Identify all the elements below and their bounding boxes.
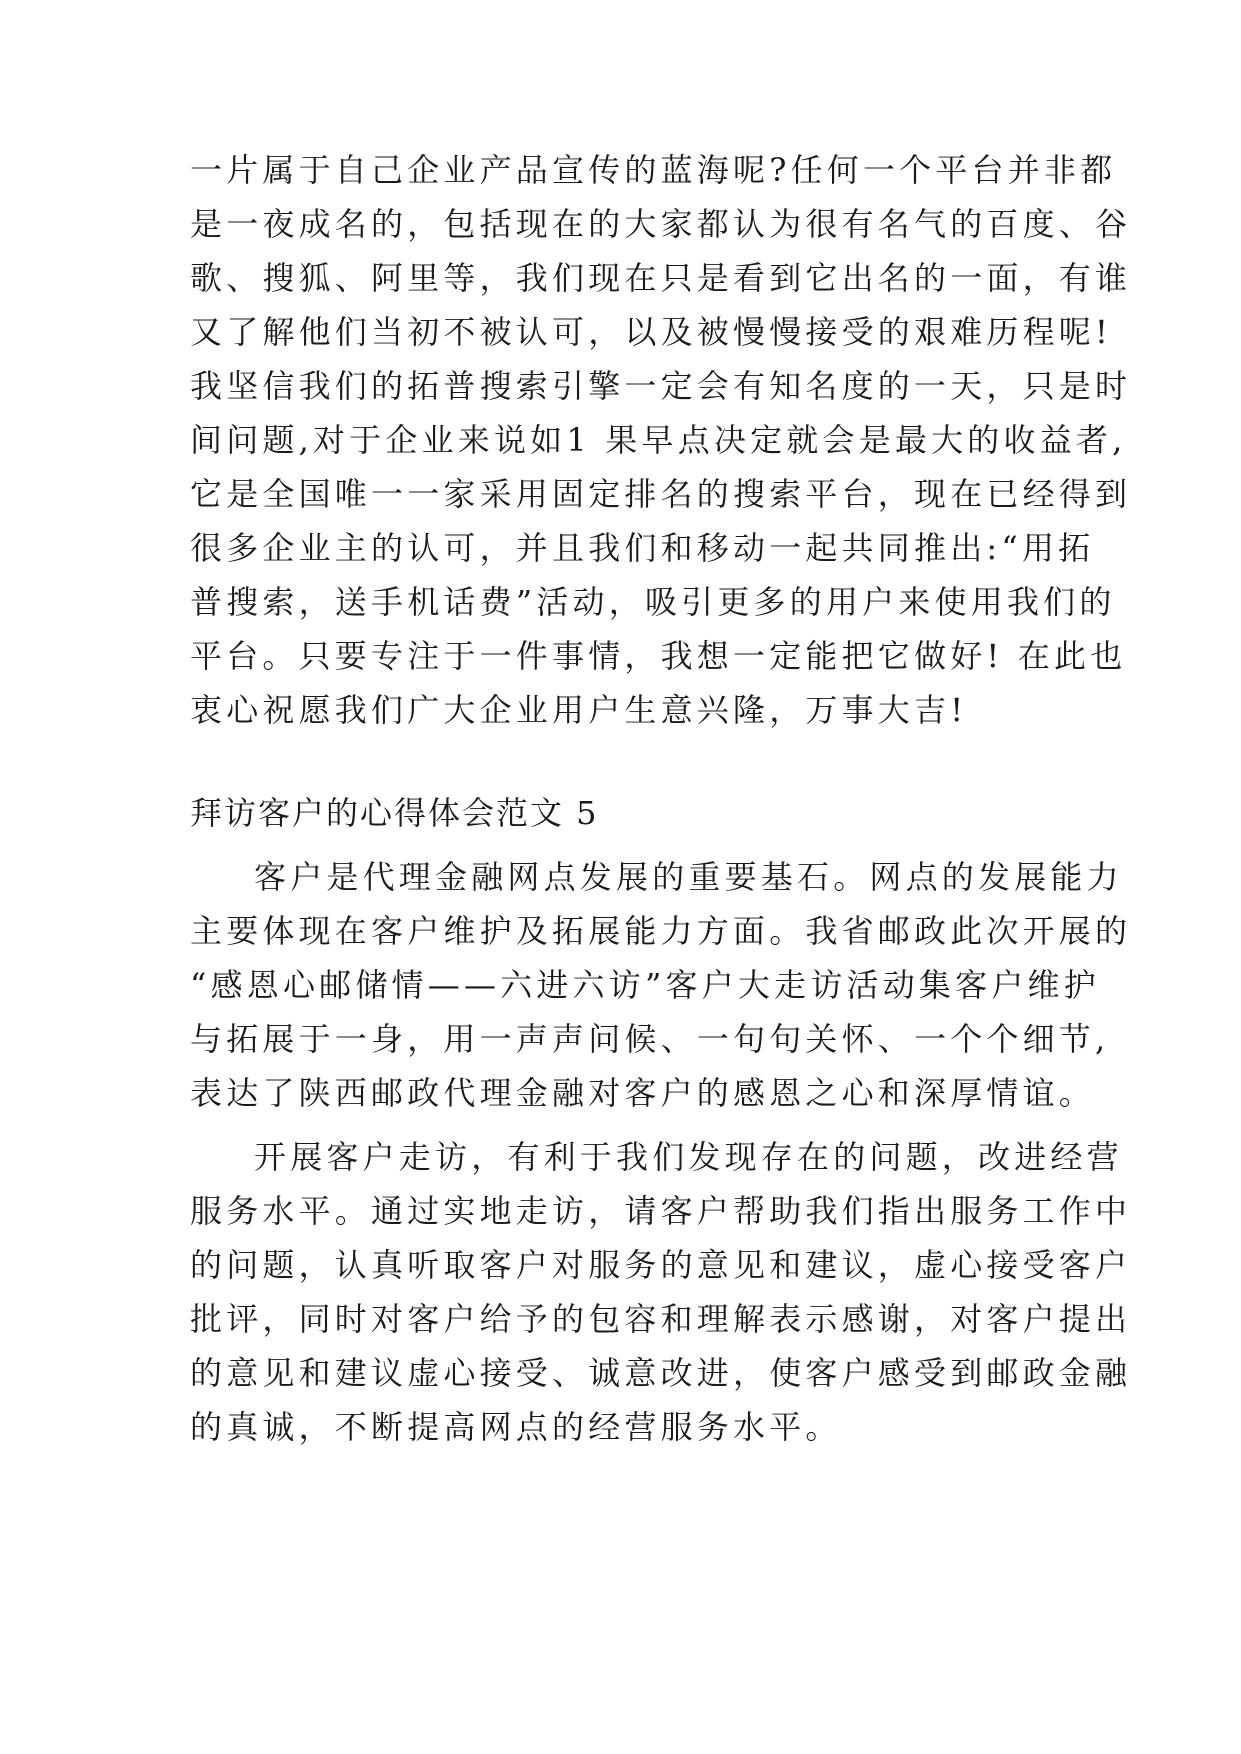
text-line: 普搜索，送手机话费”活动，吸引更多的用户来使用我们的 — [190, 583, 1116, 621]
paragraph-line: “感恩心邮储情——六进六访”客户大走访活动集客户维护 — [190, 966, 1100, 1004]
text-line: 间问题,对于企业来说如1 果早点决定就会是最大的收益者, — [190, 421, 1127, 459]
text-line: 又了解他们当初不被认可，以及被慢慢接受的艰难历程呢! — [190, 313, 1113, 351]
text-line: 衷心祝愿我们广大企业用户生意兴隆，万事大吉! — [190, 691, 968, 729]
text-line: 它是全国唯一一家采用固定排名的搜索平台，现在已经得到 — [190, 475, 1132, 513]
paragraph-line: 服务水平。通过实地走访，请客户帮助我们指出服务工作中 — [190, 1192, 1132, 1230]
paragraph-line: 的真诚，不断提高网点的经营服务水平。 — [190, 1408, 842, 1446]
paragraph-line: 的意见和建议虚心接受、诚意改进，使客户感受到邮政金融 — [190, 1354, 1132, 1392]
paragraph-line: 表达了陕西邮政代理金融对客户的感恩之心和深厚情谊。 — [190, 1074, 1096, 1112]
paragraph-line: 的问题，认真听取客户对服务的意见和建议，虚心接受客户 — [190, 1246, 1132, 1284]
section-title: 拜访客户的心得体会范文 5 — [190, 794, 599, 832]
text-line: 歌、搜狐、阿里等，我们现在只是看到它出名的一面，有谁 — [190, 259, 1132, 297]
text-line: 一片属于自己企业产品宣传的蓝海呢?任何一个平台并非都 — [190, 151, 1117, 189]
text-line: 我坚信我们的拓普搜索引擎一定会有知名度的一天，只是时 — [190, 367, 1132, 405]
text-line: 很多企业主的认可，并且我们和移动一起共同推出:“用拓 — [190, 529, 1095, 567]
paragraph-line: 主要体现在客户维护及拓展能力方面。我省邮政此次开展的 — [190, 912, 1132, 950]
paragraph-line: 开展客户走访，有利于我们发现存在的问题，改进经营 — [254, 1138, 1123, 1176]
paragraph-line: 与拓展于一身，用一声声问候、一句句关怀、一个个细节, — [190, 1020, 1110, 1058]
text-line: 平台。只要专注于一件事情，我想一定能把它做好! 在此也 — [190, 637, 1127, 675]
paragraph-line: 客户是代理金融网点发展的重要基石。网点的发展能力 — [254, 858, 1123, 896]
paragraph-line: 批评，同时对客户给予的包容和理解表示感谢，对客户提出 — [190, 1300, 1132, 1338]
text-line: 是一夜成名的，包括现在的大家都认为很有名气的百度、谷 — [190, 205, 1132, 243]
